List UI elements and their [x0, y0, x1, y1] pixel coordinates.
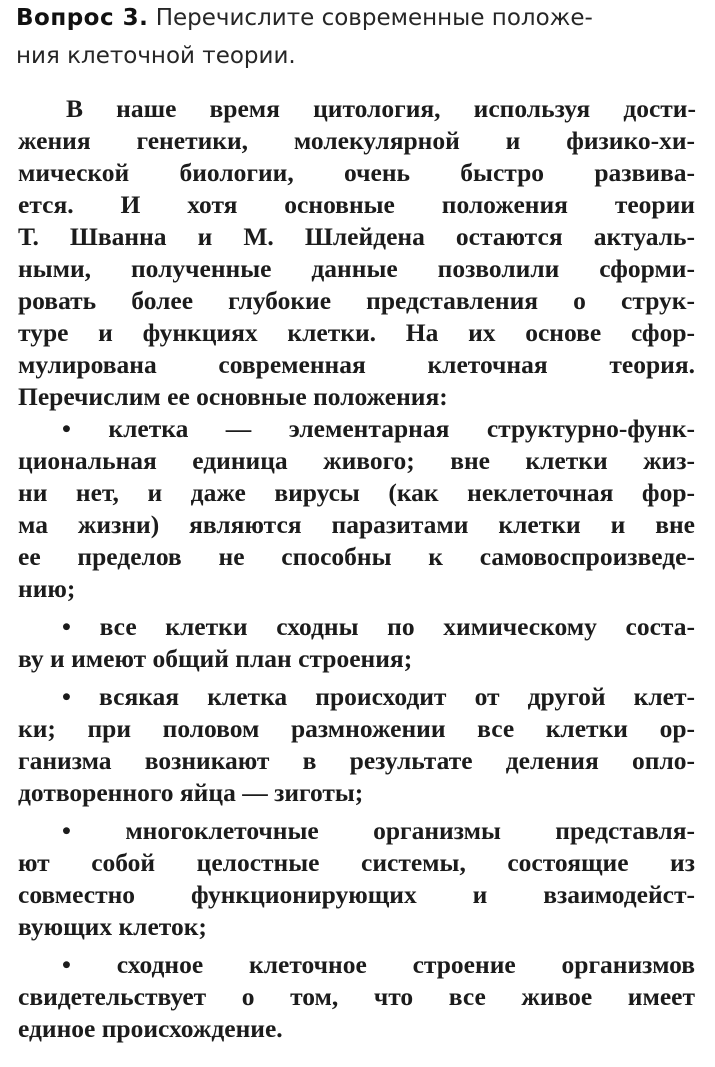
- question-line-2: [16, 42, 296, 71]
- bullet-line: • сходное клеточное строение организмов: [62, 950, 695, 979]
- bullet-line: • клетка — элементарная структурно-функ-: [62, 414, 695, 443]
- answer-line: ровать более глубокие представления о струк-: [18, 286, 695, 315]
- answer-line: нию;: [18, 574, 76, 603]
- answer-line: ее пределов не способны к самовоспроизведе-: [18, 542, 695, 571]
- bullet-line: • всякая клетка происходит от другой клет-: [62, 682, 695, 711]
- answer-line: ганизма возникают в результате деления опло-: [18, 746, 695, 775]
- answer-line: Перечислим ее основные положения:: [18, 382, 448, 411]
- answer-line: туре и функциях клетки. На их основе сфор-: [18, 318, 695, 347]
- answer-line: дотворенного яйца — зиготы;: [18, 778, 364, 807]
- question-line-1: [16, 4, 593, 33]
- answer-line: ки; при половом размножении все клетки ор-: [18, 714, 695, 743]
- answer-line: ется. И хотя основные положения теории: [18, 190, 695, 219]
- question-text-1: Перечислите современные положе-: [155, 5, 593, 31]
- bullet-line: • все клетки сходны по химическому соста-: [62, 612, 695, 641]
- answer-line: мулирована современная клеточная теория.: [18, 350, 695, 379]
- answer-line: свидетельствует о том, что все живое имеет: [18, 982, 695, 1011]
- answer-line: жения генетики, молекулярной и физико-хи-: [18, 126, 695, 155]
- question-text-2: ния клеточной теории.: [16, 43, 296, 69]
- answer-line: ма жизни) являются паразитами клетки и вне: [18, 510, 695, 539]
- answer-line: ни нет, и даже вирусы (как неклеточная фор-: [18, 478, 695, 507]
- answer-line: совместно функционирующих и взаимодейст-: [18, 880, 695, 909]
- answer-line: ют собой целостные системы, состоящие из: [18, 848, 695, 877]
- answer-line: вующих клеток;: [18, 912, 207, 941]
- answer-line: Т. Шванна и М. Шлейдена остаются актуаль-: [18, 222, 695, 251]
- answer-line: циональная единица живого; вне клетки жиз-: [18, 446, 695, 475]
- answer-line: В наше время цитология, используя дости-: [66, 94, 696, 123]
- question-label: Вопрос 3.: [16, 5, 149, 31]
- answer-line: ными, полученные данные позволили сформи-: [18, 254, 695, 283]
- answer-line: ву и имеют общий план строения;: [18, 644, 413, 673]
- answer-line: единое происхождение.: [18, 1014, 283, 1043]
- answer-line: мической биологии, очень быстро развива-: [18, 158, 695, 187]
- bullet-line: • многоклеточные организмы представля-: [62, 816, 695, 845]
